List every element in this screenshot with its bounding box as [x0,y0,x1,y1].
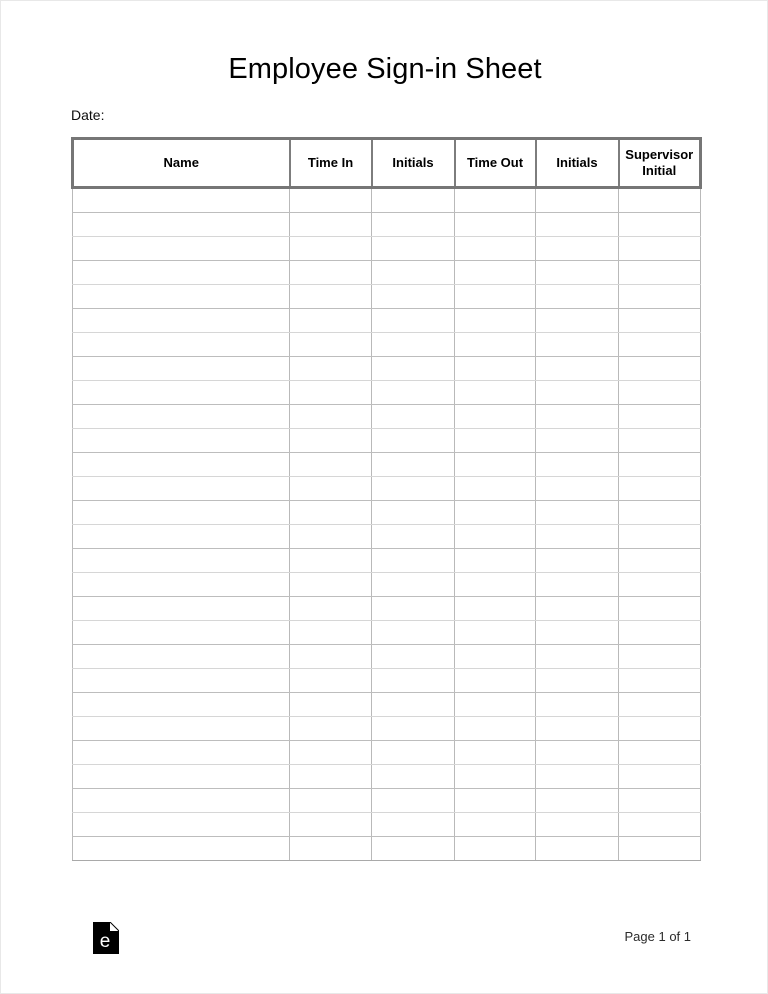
cell-initials_in[interactable] [372,357,455,381]
cell-time_out[interactable] [455,405,536,429]
cell-initials_out[interactable] [536,309,619,333]
cell-name[interactable] [73,501,290,525]
cell-time_out[interactable] [455,549,536,573]
table-row[interactable] [73,813,701,837]
cell-time_in[interactable] [290,717,372,741]
cell-time_out[interactable] [455,213,536,237]
column-header-supervisor-initial: Supervisor Initial [619,139,701,188]
cell-supervisor_initial[interactable] [619,501,701,525]
cell-name[interactable] [73,645,290,669]
cell-time_out[interactable] [455,813,536,837]
cell-initials_out[interactable] [536,285,619,309]
cell-initials_in[interactable] [372,741,455,765]
cell-time_in[interactable] [290,333,372,357]
cell-time_in[interactable] [290,429,372,453]
cell-time_out[interactable] [455,357,536,381]
esign-document-icon [93,922,119,954]
table-row[interactable] [73,285,701,309]
cell-time_in[interactable] [290,309,372,333]
cell-supervisor_initial[interactable] [619,477,701,501]
cell-name[interactable] [73,741,290,765]
cell-name[interactable] [73,693,290,717]
cell-time_in[interactable] [290,549,372,573]
cell-time_in[interactable] [290,693,372,717]
cell-name[interactable] [73,573,290,597]
cell-supervisor_initial[interactable] [619,261,701,285]
signin-sheet-table [71,137,702,861]
cell-time_in[interactable] [290,188,372,213]
cell-supervisor_initial[interactable] [619,429,701,453]
table-row[interactable] [73,549,701,573]
cell-time_out[interactable] [455,309,536,333]
cell-initials_out[interactable] [536,693,619,717]
cell-initials_in[interactable] [372,717,455,741]
cell-name[interactable] [73,597,290,621]
table-row[interactable] [73,453,701,477]
table-row[interactable] [73,261,701,285]
cell-time_out[interactable] [455,381,536,405]
cell-time_out[interactable] [455,573,536,597]
table-row[interactable] [73,525,701,549]
cell-supervisor_initial[interactable] [619,693,701,717]
cell-name[interactable] [73,285,290,309]
cell-time_in[interactable] [290,621,372,645]
cell-name[interactable] [73,237,290,261]
cell-name[interactable] [73,717,290,741]
table-row[interactable] [73,789,701,813]
cell-time_out[interactable] [455,237,536,261]
cell-name[interactable] [73,477,290,501]
cell-time_in[interactable] [290,285,372,309]
cell-time_out[interactable] [455,645,536,669]
cell-time_in[interactable] [290,669,372,693]
cell-supervisor_initial[interactable] [619,525,701,549]
cell-supervisor_initial[interactable] [619,813,701,837]
cell-initials_out[interactable] [536,237,619,261]
table-row[interactable] [73,645,701,669]
cell-initials_in[interactable] [372,501,455,525]
cell-initials_in[interactable] [372,213,455,237]
cell-initials_out[interactable] [536,717,619,741]
cell-name[interactable] [73,813,290,837]
cell-time_out[interactable] [455,333,536,357]
cell-time_in[interactable] [290,525,372,549]
cell-initials_in[interactable] [372,693,455,717]
cell-time_in[interactable] [290,597,372,621]
cell-initials_out[interactable] [536,477,619,501]
cell-time_in[interactable] [290,213,372,237]
cell-time_out[interactable] [455,501,536,525]
table-row[interactable] [73,741,701,765]
cell-time_out[interactable] [455,453,536,477]
cell-supervisor_initial[interactable] [619,381,701,405]
cell-time_in[interactable] [290,237,372,261]
cell-initials_out[interactable] [536,357,619,381]
cell-supervisor_initial[interactable] [619,741,701,765]
cell-initials_in[interactable] [372,621,455,645]
cell-initials_out[interactable] [536,765,619,789]
cell-supervisor_initial[interactable] [619,549,701,573]
cell-supervisor_initial[interactable] [619,837,701,861]
cell-time_in[interactable] [290,765,372,789]
cell-time_out[interactable] [455,669,536,693]
table-row[interactable] [73,309,701,333]
cell-time_in[interactable] [290,573,372,597]
cell-initials_in[interactable] [372,669,455,693]
cell-name[interactable] [73,549,290,573]
cell-initials_out[interactable] [536,333,619,357]
table-row[interactable] [73,429,701,453]
table-row[interactable] [73,765,701,789]
cell-time_out[interactable] [455,525,536,549]
cell-initials_out[interactable] [536,789,619,813]
cell-time_out[interactable] [455,261,536,285]
cell-initials_in[interactable] [372,597,455,621]
cell-initials_out[interactable] [536,837,619,861]
cell-initials_in[interactable] [372,405,455,429]
table-body [73,188,701,861]
cell-supervisor_initial[interactable] [619,213,701,237]
table-row[interactable] [73,501,701,525]
cell-time_in[interactable] [290,381,372,405]
cell-initials_in[interactable] [372,477,455,501]
cell-initials_in[interactable] [372,429,455,453]
cell-initials_out[interactable] [536,645,619,669]
cell-supervisor_initial[interactable] [619,309,701,333]
column-header-initials-out: Initials [536,139,619,188]
cell-time_out[interactable] [455,741,536,765]
cell-initials_in[interactable] [372,549,455,573]
cell-initials_in[interactable] [372,188,455,213]
date-label: Date: [71,107,105,123]
cell-initials_in[interactable] [372,765,455,789]
cell-time_out[interactable] [455,285,536,309]
cell-initials_in[interactable] [372,381,455,405]
table-row[interactable] [73,213,701,237]
cell-initials_out[interactable] [536,429,619,453]
cell-time_in[interactable] [290,789,372,813]
cell-initials_in[interactable] [372,453,455,477]
cell-time_out[interactable] [455,188,536,213]
cell-supervisor_initial[interactable] [619,669,701,693]
table-row[interactable] [73,621,701,645]
cell-initials_in[interactable] [372,525,455,549]
cell-supervisor_initial[interactable] [619,357,701,381]
cell-initials_out[interactable] [536,381,619,405]
cell-time_in[interactable] [290,813,372,837]
cell-initials_out[interactable] [536,621,619,645]
cell-supervisor_initial[interactable] [619,405,701,429]
cell-initials_in[interactable] [372,789,455,813]
cell-initials_out[interactable] [536,549,619,573]
cell-supervisor_initial[interactable] [619,789,701,813]
page-number-label: Page 1 of 1 [624,929,691,944]
cell-supervisor_initial[interactable] [619,765,701,789]
table-row[interactable] [73,837,701,861]
cell-time_in[interactable] [290,645,372,669]
cell-supervisor_initial[interactable] [619,645,701,669]
cell-time_in[interactable] [290,741,372,765]
esign-logo-letter: e [99,931,111,952]
cell-name[interactable] [73,789,290,813]
cell-initials_out[interactable] [536,213,619,237]
cell-time_out[interactable] [455,693,536,717]
cell-initials_out[interactable] [536,597,619,621]
cell-initials_out[interactable] [536,188,619,213]
cell-supervisor_initial[interactable] [619,717,701,741]
cell-supervisor_initial[interactable] [619,285,701,309]
column-header-time-in: Time In [290,139,372,188]
table-row[interactable] [73,333,701,357]
cell-initials_out[interactable] [536,741,619,765]
cell-initials_in[interactable] [372,285,455,309]
table-row[interactable] [73,717,701,741]
table-row[interactable] [73,693,701,717]
cell-time_out[interactable] [455,765,536,789]
cell-name[interactable] [73,405,290,429]
table-header [73,139,701,188]
cell-initials_out[interactable] [536,669,619,693]
cell-initials_in[interactable] [372,237,455,261]
column-header-initials-in: Initials [372,139,455,188]
cell-time_in[interactable] [290,405,372,429]
cell-supervisor_initial[interactable] [619,453,701,477]
cell-initials_in[interactable] [372,813,455,837]
cell-name[interactable] [73,333,290,357]
cell-supervisor_initial[interactable] [619,573,701,597]
cell-initials_out[interactable] [536,453,619,477]
cell-name[interactable] [73,213,290,237]
cell-name[interactable] [73,357,290,381]
table-row[interactable] [73,597,701,621]
cell-time_out[interactable] [455,597,536,621]
table-header-row [73,139,701,188]
column-header-time-out: Time Out [455,139,536,188]
cell-name[interactable] [73,261,290,285]
table-row[interactable] [73,573,701,597]
cell-initials_in[interactable] [372,333,455,357]
table-row[interactable] [73,357,701,381]
page-title: Employee Sign-in Sheet [228,53,542,85]
cell-name[interactable] [73,453,290,477]
cell-time_in[interactable] [290,357,372,381]
cell-time_out[interactable] [455,837,536,861]
cell-name[interactable] [73,525,290,549]
cell-supervisor_initial[interactable] [619,188,701,213]
cell-initials_in[interactable] [372,261,455,285]
cell-initials_out[interactable] [536,405,619,429]
cell-name[interactable] [73,429,290,453]
cell-time_out[interactable] [455,621,536,645]
table-row[interactable] [73,381,701,405]
cell-supervisor_initial[interactable] [619,621,701,645]
cell-initials_in[interactable] [372,645,455,669]
cell-supervisor_initial[interactable] [619,597,701,621]
cell-name[interactable] [73,381,290,405]
cell-name[interactable] [73,188,290,213]
cell-time_out[interactable] [455,717,536,741]
cell-initials_out[interactable] [536,813,619,837]
cell-time_in[interactable] [290,837,372,861]
cell-time_in[interactable] [290,453,372,477]
cell-time_in[interactable] [290,261,372,285]
cell-name[interactable] [73,621,290,645]
column-header-name: Name [73,139,290,188]
cell-time_in[interactable] [290,477,372,501]
cell-time_out[interactable] [455,477,536,501]
cell-initials_out[interactable] [536,525,619,549]
cell-name[interactable] [73,669,290,693]
table-row[interactable] [73,188,701,213]
cell-supervisor_initial[interactable] [619,237,701,261]
cell-time_out[interactable] [455,429,536,453]
cell-name[interactable] [73,309,290,333]
cell-time_out[interactable] [455,789,536,813]
cell-name[interactable] [73,765,290,789]
cell-initials_in[interactable] [372,837,455,861]
table-row[interactable] [73,237,701,261]
cell-initials_out[interactable] [536,573,619,597]
cell-initials_out[interactable] [536,501,619,525]
table-row[interactable] [73,669,701,693]
cell-time_in[interactable] [290,501,372,525]
table-row[interactable] [73,405,701,429]
cell-initials_in[interactable] [372,309,455,333]
cell-initials_in[interactable] [372,573,455,597]
cell-name[interactable] [73,837,290,861]
table-row[interactable] [73,477,701,501]
cell-supervisor_initial[interactable] [619,333,701,357]
cell-initials_out[interactable] [536,261,619,285]
